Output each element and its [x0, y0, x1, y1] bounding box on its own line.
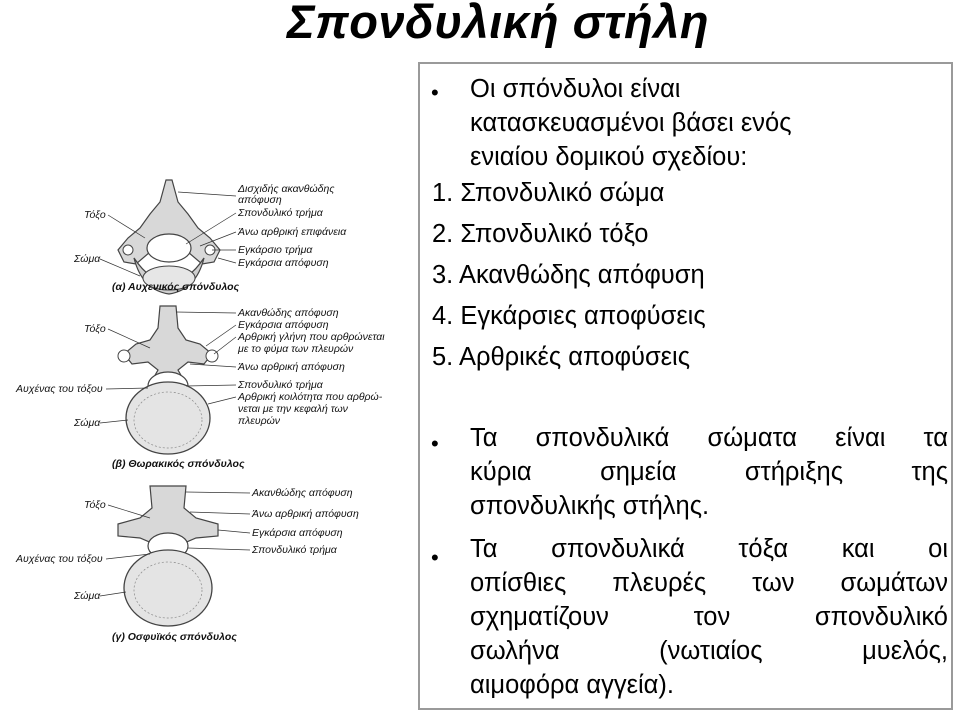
- bullet-3-line-1: Τα σπονδυλικά τόξα και οι: [470, 535, 948, 563]
- part-item-5: 5. Αρθρικές αποφύσεις: [432, 343, 691, 371]
- thoracic-right-label-9: πλευρών: [238, 415, 281, 427]
- intro-text: Οι σπόνδυλοι είναι κατασκευασμένοι βάσει ενός ενιαίου δομικού σχεδίου:: [470, 75, 792, 171]
- part-item-3: 3. Ακανθώδης απόφυση: [432, 261, 705, 289]
- thoracic-right-label-2: Εγκάρσια απόφυση: [238, 319, 329, 331]
- thoracic-right-label-5: Άνω αρθρική απόφυση: [238, 361, 345, 373]
- cervical-left-label-1: Τόξο: [84, 209, 106, 221]
- thoracic-right-label-1: Ακανθώδης απόφυση: [238, 307, 339, 319]
- cervical-right-label-5: Εγκάρσιο τρήμα: [238, 244, 313, 256]
- lumbar-left-label-3: Σώμα: [74, 590, 101, 602]
- cervical-caption: (α) Αυχενικός σπόνδυλος: [112, 281, 240, 293]
- lumbar-right-label-4: Σπονδυλικό τρήμα: [252, 544, 337, 556]
- bullet-2-glyph: •: [431, 431, 439, 456]
- bullet-3-text: [470, 532, 948, 702]
- cervical-right-label-1: Δισχιδής ακανθώδης: [238, 183, 335, 195]
- thoracic-right-label-8: νεται με την κεφαλή των: [238, 403, 348, 415]
- bullet-2-line-1: Τα σπονδυλικά σώματα είναι τα: [470, 424, 948, 452]
- part-item-2: 2. Σπονδυλικό τόξο: [432, 220, 649, 248]
- bullet-2-text: [470, 421, 948, 523]
- bullet-3-line-4: σωλήνα (νωτιαίος μυελός,: [470, 637, 948, 665]
- thoracic-right-label-4: με το φύμα των πλευρών: [238, 343, 354, 355]
- cervical-right-label-6: Εγκάρσια απόφυση: [238, 257, 329, 269]
- cervical-right-label-3: Σπονδυλικό τρήμα: [238, 207, 323, 219]
- bullet-3-line-2: οπίσθιες πλευρές των σωμάτων: [470, 569, 948, 597]
- bullet-3-line-3: σχηματίζουν τον σπονδυλικό: [470, 603, 948, 631]
- part-item-1: 1. Σπονδυλικό σώμα: [432, 179, 665, 207]
- thoracic-right-label-3: Αρθρική γλήνη που αρθρώνεται: [238, 331, 385, 343]
- thoracic-left-label-1: Τόξο: [84, 323, 106, 335]
- lumbar-right-label-2: Άνω αρθρική απόφυση: [252, 508, 359, 520]
- thoracic-right-label-7: Αρθρική κοιλότητα που αρθρώ-: [238, 391, 383, 403]
- cervical-right-label-4: Άνω αρθρική επιφάνεια: [238, 226, 347, 238]
- cervical-vertebra-drawing: [118, 180, 220, 294]
- lumbar-right-label-3: Εγκάρσια απόφυση: [252, 527, 343, 539]
- lumbar-left-label-2: Αυχένας του τόξου: [16, 553, 103, 565]
- lumbar-caption: (γ) Οσφυϊκός σπόνδυλος: [112, 631, 237, 643]
- bullet-3-line-5: αιμοφόρα αγγεία).: [470, 671, 674, 699]
- bullet-1-glyph: •: [431, 80, 439, 105]
- vertebrae-figure: [0, 178, 410, 715]
- slide-title: Σπονδυλική στήλη: [287, 0, 710, 48]
- lumbar-left-label-1: Τόξο: [84, 499, 106, 511]
- cervical-left-label-2: Σώμα: [74, 253, 101, 265]
- thoracic-left-label-3: Σώμα: [74, 417, 101, 429]
- bullet-3-glyph: •: [431, 545, 439, 570]
- thoracic-right-label-6: Σπονδυλικό τρήμα: [238, 379, 323, 391]
- thoracic-caption: (β) Θωρακικός σπόνδυλος: [112, 458, 245, 470]
- lumbar-right-label-1: Ακανθώδης απόφυση: [252, 487, 353, 499]
- cervical-right-label-2: απόφυση: [238, 194, 282, 206]
- bullet-2-line-3: σπονδυλικής στήλης.: [470, 492, 710, 520]
- part-item-4: 4. Εγκάρσιες αποφύσεις: [432, 302, 706, 330]
- bullet-2-line-2: κύρια σημεία στήριξης της: [470, 458, 948, 486]
- thoracic-left-label-2: Αυχένας του τόξου: [16, 383, 103, 395]
- thoracic-vertebra-drawing: [118, 306, 218, 454]
